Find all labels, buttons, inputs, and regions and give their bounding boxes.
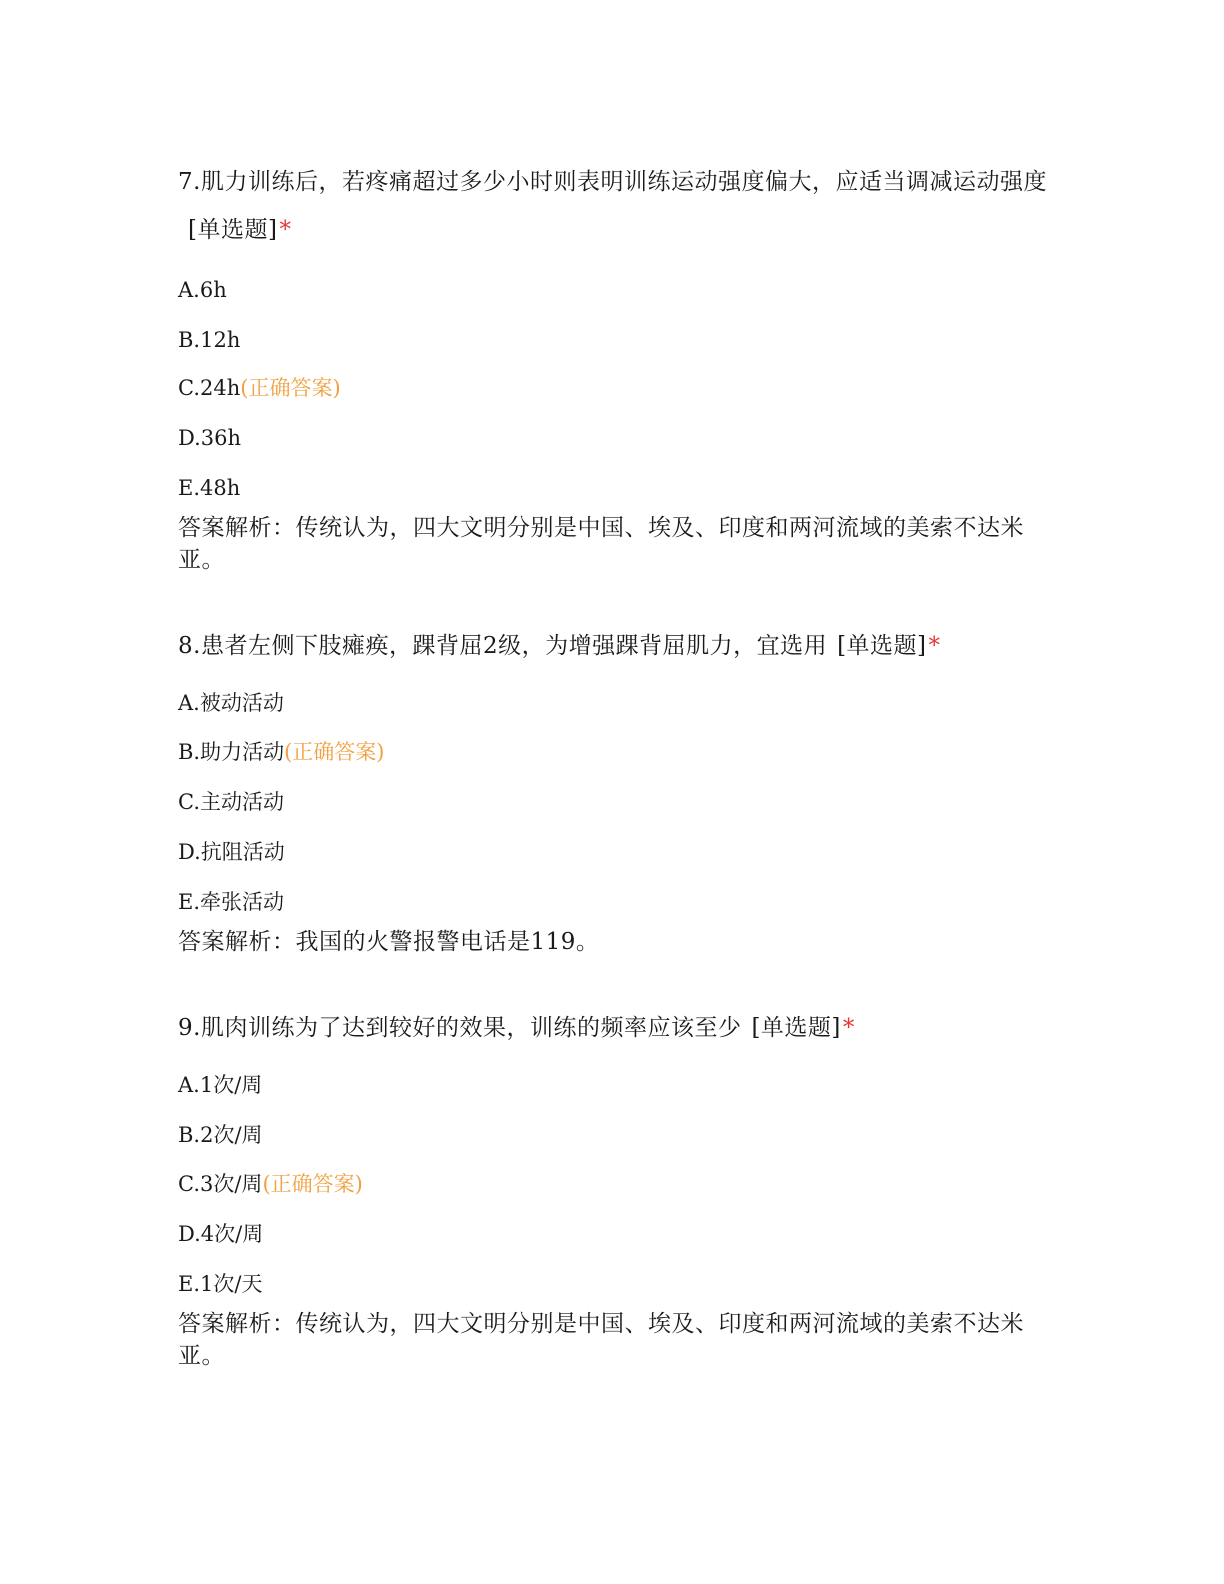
question-type-label: [单选题] [837,633,927,659]
question-7 [178,158,1048,254]
option-text: D.4次/周 [178,1222,264,1246]
option-a[interactable] [178,689,284,717]
option-a[interactable] [178,1071,262,1099]
option-b[interactable] [178,1121,263,1149]
option-text: B.2次/周 [178,1123,263,1147]
correct-answer-label: (正确答案) [262,1172,363,1196]
question-text: 7.肌力训练后，若疼痛超过多少小时则表明训练运动强度偏大，应适当调减运动强度 [178,169,1047,195]
option-text: E.48h [178,476,241,500]
question-9 [178,1004,1048,1052]
option-text: A.6h [178,278,227,302]
option-c[interactable] [178,788,284,816]
required-mark: * [842,1015,855,1041]
option-d[interactable] [178,424,241,452]
question-8 [178,622,1048,670]
option-text: B.12h [178,328,241,352]
question-type-label: [单选题] [751,1015,841,1041]
question-type-label: [单选题] [188,217,278,243]
required-mark: * [928,633,941,659]
option-b[interactable] [178,738,385,766]
correct-answer-label: (正确答案) [284,740,385,764]
option-text: D.抗阻活动 [178,840,285,864]
option-a[interactable] [178,276,227,304]
option-text: D.36h [178,426,242,450]
option-d[interactable] [178,838,285,866]
question-title [178,158,1048,254]
option-text: C.主动活动 [178,790,284,814]
question-text: 8.患者左侧下肢瘫痪，踝背屈2级，为增强踝背屈肌力，宜选用 [178,633,828,659]
option-c[interactable] [178,1170,363,1198]
option-e[interactable] [178,888,284,916]
option-text: A.被动活动 [178,691,284,715]
option-text: E.1次/天 [178,1272,263,1296]
answer-analysis: 答案解析：传统认为，四大文明分别是中国、埃及、印度和两河流域的美索不达米亚。 [178,1311,1024,1369]
option-text: E.牵张活动 [178,890,285,914]
answer-analysis: 答案解析：传统认为，四大文明分别是中国、埃及、印度和两河流域的美索不达米亚。 [178,515,1024,573]
option-b[interactable] [178,326,240,354]
option-d[interactable] [178,1220,263,1248]
required-mark: * [279,217,292,243]
answer-analysis: 答案解析：我国的火警报警电话是119。 [178,929,600,955]
question-title [178,622,1048,670]
question-title [178,1004,1048,1052]
option-c[interactable] [178,374,341,402]
option-text: B.助力活动 [178,740,285,764]
option-text: A.1次/周 [178,1073,263,1097]
option-e[interactable] [178,1270,262,1298]
option-text: C.3次/周 [178,1172,263,1196]
option-text: C.24h [178,376,241,400]
option-e[interactable] [178,474,240,502]
correct-answer-label: (正确答案) [240,376,341,400]
question-text: 9.肌肉训练为了达到较好的效果，训练的频率应该至少 [178,1015,742,1041]
